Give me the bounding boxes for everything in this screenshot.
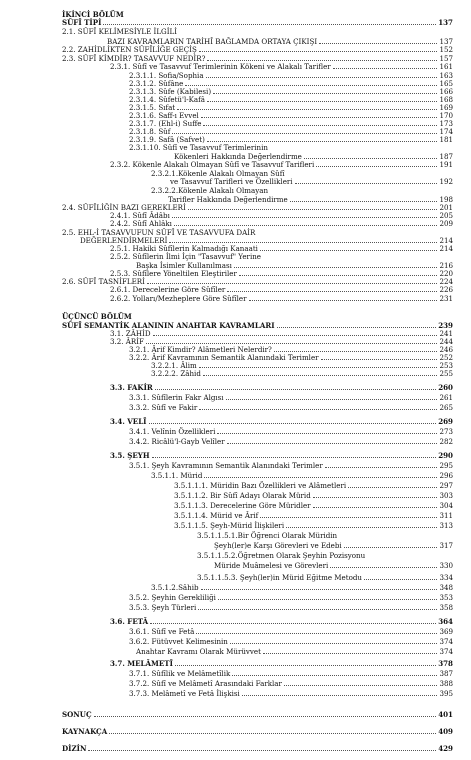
dot-leader [344, 547, 437, 548]
toc-entry-title: 2.3.1.4. Sûfetü'l-Kafâ [129, 95, 205, 104]
page-number: 387 [439, 669, 453, 678]
toc-entry [129, 689, 453, 698]
toc-entry [129, 669, 453, 678]
toc-entry-title: 3.5.1.1.4. Mürid ve Ârif [174, 511, 259, 520]
toc-entry [174, 481, 453, 490]
dot-leader [177, 109, 437, 110]
toc-entry-title: 2.3.2.1.Kökenle Alakalı Olmayan Sûfî [151, 169, 285, 178]
dot-leader [147, 283, 437, 284]
page-number: 214 [439, 244, 453, 253]
dot-leader [150, 623, 436, 624]
page-number: 296 [439, 471, 453, 480]
dot-leader [226, 399, 437, 400]
toc-entry-title: 2.1. SÛFÎ KELİMESİYLE İLGİLİ [62, 27, 178, 36]
toc-entry-title: 3.5.1.1.5.3. Şeyh(ler)in Mürid Eğitme Metodu [197, 573, 362, 582]
page-number: 374 [439, 647, 453, 656]
toc-entry [151, 583, 453, 592]
dot-leader [333, 68, 437, 69]
dot-leader [155, 389, 436, 390]
dot-leader [207, 141, 437, 142]
page-number: 224 [439, 277, 453, 286]
page-number: 409 [438, 727, 453, 736]
page-number: 265 [439, 403, 453, 412]
toc-entry-title: İKİNCİ BÖLÜM [62, 10, 124, 19]
dot-leader [313, 497, 437, 498]
toc-entry-title: 2.3.2.2.Kökenle Alakalı Olmayan [151, 186, 269, 195]
dot-leader [201, 589, 437, 590]
page-number: 163 [439, 71, 453, 80]
toc-entry-title: 2.3.1.1. Sofia/Sophia [129, 71, 204, 80]
toc-entry [170, 177, 453, 186]
page-number: 166 [439, 87, 453, 96]
page-number: 205 [439, 211, 453, 220]
toc-entry-title: 3.5.2. Şeyhin Gerekliliği [129, 593, 216, 602]
dot-leader [203, 125, 437, 126]
toc-entry [129, 393, 453, 402]
toc-entry [214, 541, 453, 550]
toc-entry-title: KAYNAKÇA [62, 727, 108, 736]
page-number: 246 [439, 345, 453, 354]
toc-entry [110, 659, 453, 668]
toc-entry-title: 3.5.1. Şeyh Kavramının Semantik Alanındaki Terimler [129, 461, 323, 470]
toc-entry-title: SONUÇ [62, 710, 92, 719]
page-number: 173 [439, 119, 453, 128]
toc-entry [110, 219, 453, 228]
toc-entry-title: Tarifler Hakkında Değerlendirme [168, 195, 288, 204]
page-number: 209 [439, 219, 453, 228]
toc-entry [129, 143, 268, 152]
dot-leader [330, 567, 437, 568]
toc-entry-title: 2.3.1.5. Sıfat [129, 103, 176, 112]
toc-entry-title: 2.3.1.3. Sûfe (Kabilesi) [129, 87, 212, 96]
dot-leader [242, 695, 437, 696]
dot-leader [295, 183, 437, 184]
toc-entry-title: 3.3. FAKİR [110, 383, 153, 392]
toc-entry [129, 679, 453, 688]
toc-entry [62, 727, 453, 736]
toc-entry-title: 3.5.1.1.2. Bir Sûfî Adayı Olarak Mürid [174, 491, 311, 500]
dot-leader [325, 467, 437, 468]
toc-entry-title: 3.2. ÂRİF [110, 337, 144, 346]
page-number: 192 [439, 177, 453, 186]
toc-entry-title: 2.3.1.9. Safâ (Safvet) [129, 135, 205, 144]
toc-entry-title: 2.4.2. Sûfî Ahlâkı [110, 219, 172, 228]
page-number: 181 [439, 135, 453, 144]
page-number: 253 [439, 361, 453, 370]
toc-entry [174, 501, 453, 510]
page-number: 429 [438, 744, 453, 753]
toc-entry-title: 2.6. SÛFÎ TASNİFLERİ [62, 277, 145, 286]
toc-entry [129, 403, 453, 412]
toc-entry [174, 521, 453, 530]
page-number: 216 [439, 261, 453, 270]
dot-leader [260, 517, 437, 518]
page-number: 157 [439, 54, 453, 63]
page-number: 369 [439, 627, 453, 636]
dot-leader [284, 685, 437, 686]
toc-entry-title: 3.5.1.1.5.2.Öğretmen Olarak Şeyhin Pozisyonu [197, 551, 366, 560]
page-number: 269 [438, 417, 453, 426]
dot-leader [207, 60, 437, 61]
dot-leader [249, 300, 438, 301]
dot-leader [274, 351, 437, 352]
dot-leader [234, 267, 437, 268]
toc-entry-title: 3.6. FETÂ [110, 617, 149, 626]
page-number: 226 [439, 285, 453, 294]
toc-entry [110, 417, 453, 426]
toc-entry-title: 2.2. ZAHİDLİKTEN SÛFÎLİĞE GEÇİŞ [62, 45, 197, 54]
dot-leader [153, 335, 437, 336]
toc-entry-title: 3.7.1. Sûfîlik ve Melâmetîlik [129, 669, 231, 678]
dot-leader [319, 43, 437, 44]
page-number: 334 [439, 573, 453, 582]
dot-leader [316, 166, 437, 167]
toc-entry-title: 3.7. MELÂMETÎ [110, 659, 173, 668]
toc-entry [214, 561, 453, 570]
toc-entry [62, 45, 453, 54]
toc-entry-title: 3.5.1.2.Sâhib [151, 583, 199, 592]
page-number: 260 [438, 383, 453, 392]
dot-leader [146, 343, 437, 344]
toc-entry-title: SÛFÎ SEMANTİK ALANININ ANAHTAR KAVRAMLARI [62, 321, 275, 330]
page-number: 201 [439, 203, 453, 212]
toc-entry-title: 2.5.3. Sûfîlere Yöneltilen Eleştiriler [110, 269, 237, 278]
page-number: 395 [439, 689, 453, 698]
toc-entry-title: 2.3.1.10. Sûfî ve Tasavvuf Terimlerinin [129, 143, 268, 152]
dot-leader [217, 433, 437, 434]
dot-leader [149, 423, 437, 424]
dot-leader [172, 133, 437, 134]
dot-leader [227, 291, 437, 292]
page-number: 187 [439, 152, 453, 161]
toc-entry-title: 3.5.1.1.5.1.Bir Öğrenci Olarak Müridin [197, 531, 338, 540]
dot-leader [172, 217, 437, 218]
toc-entry [110, 451, 453, 460]
toc-entry-title: 2.3.1.7. (Ehl-i) Suffe [129, 119, 202, 128]
toc-entry [110, 160, 453, 169]
toc-entry-title: 2.6.2. Yolları/Mezheplere Göre Sûfîler [110, 294, 247, 303]
page-number: 174 [439, 127, 453, 136]
page-number: 231 [439, 294, 453, 303]
toc-entry-title: Anahtar Kavramı Olarak Mürüvvet [136, 647, 261, 656]
page-number: 348 [439, 583, 453, 592]
dot-leader [199, 409, 437, 410]
toc-entry-title: 3.5. ŞEYH [110, 451, 150, 460]
page-number: 255 [439, 369, 453, 378]
toc-entry-title: Müride Muâmelesi ve Görevleri [214, 561, 329, 570]
toc-entry-title: DİZİN [62, 744, 87, 753]
dot-leader [260, 250, 437, 251]
dot-leader [188, 209, 437, 210]
page-number: 295 [439, 461, 453, 470]
page-number: 364 [438, 617, 453, 626]
toc-entry-title: 3.4.1. Velînin Özellikleri [129, 427, 216, 436]
toc-entry-title: 2.6.1. Derecelerine Göre Sûfîler [110, 285, 226, 294]
toc-entry [62, 710, 453, 719]
dot-leader [175, 665, 436, 666]
toc-entry-title: 3.6.1. Sûfî ve Fetâ [129, 627, 195, 636]
toc-entry [151, 471, 453, 480]
dot-leader [203, 375, 437, 376]
toc-entry [62, 18, 453, 27]
toc-entry-title: SÛFÎ TİPİ [62, 18, 102, 27]
toc-entry-title: 3.2.1. Ârif Kimdir? Alâmetleri Nelerdir? [129, 345, 272, 354]
dot-leader [198, 609, 437, 610]
page-number: 220 [439, 269, 453, 278]
toc-entry [129, 461, 453, 470]
page-number: 317 [439, 541, 453, 550]
dot-leader [174, 225, 437, 226]
dot-leader [109, 733, 436, 734]
toc-entry-title: 2.4.1. Sûfî Âdâbı [110, 211, 170, 220]
toc-entry [174, 491, 453, 500]
toc-entry-title: 2.5.1. Hakiki Sûfîlerin Kalmadığı Kanaati [110, 244, 258, 253]
toc-entry-title: 2.3.1.6. Saff-ı Evvel [129, 111, 199, 120]
toc-entry [110, 383, 453, 392]
toc-entry [197, 551, 365, 560]
dot-leader [364, 579, 437, 580]
dot-leader [290, 201, 437, 202]
page-number: 374 [439, 637, 453, 646]
dot-leader [199, 51, 437, 52]
toc-entry-title: 2.5.2. Sûfîlerin İlmi İçin "Tasavvuf" Yerine [110, 252, 261, 261]
page-number: 273 [439, 427, 453, 436]
page-number: 137 [438, 18, 453, 27]
toc-entry-title: 3.5.1.1. Mürid [151, 471, 203, 480]
toc-entry [136, 647, 453, 656]
dot-leader [239, 275, 437, 276]
toc-entry-title: BAZI KAVRAMLARIN TARİHÎ BAĞLAMDA ORTAYA ÇIKIŞI [107, 37, 318, 46]
toc-entry [129, 437, 453, 446]
page-number: 290 [438, 451, 453, 460]
page-number: 161 [439, 62, 453, 71]
dot-leader [94, 716, 437, 717]
toc-entry-title: 3.2.2.2. Zâhid [151, 369, 201, 378]
toc-entry [110, 617, 453, 626]
toc-entry-title: 3.4.2. Ricâlü'l-Gayb Velîler [129, 437, 225, 446]
toc-entry-title: 3.7.2. Sûfî ve Melâmetî Arasındaki Farklar [129, 679, 282, 688]
page-number: 137 [439, 37, 453, 46]
dot-leader [286, 527, 437, 528]
toc-entry-title: Başka İsimler Kullanılması [136, 261, 232, 270]
dot-leader [321, 359, 437, 360]
dot-leader [213, 93, 437, 94]
page-number: 170 [439, 111, 453, 120]
toc-entry [110, 294, 453, 303]
toc-entry [110, 252, 261, 261]
toc-entry-title: ÜÇÜNCÜ BÖLÜM [62, 312, 132, 321]
toc-entry-title: 3.5.1.1.1. Müridin Bazı Özellikleri ve Alâmetleri [174, 481, 347, 490]
page-number: 304 [439, 501, 453, 510]
dot-leader [227, 443, 437, 444]
toc-entry-title: 3.5.1.1.5. Şeyh-Mürid İlişkileri [174, 521, 285, 530]
toc-entry-title: 3.3.2. Sûfî ve Fakir [129, 403, 198, 412]
page-number: 378 [438, 659, 453, 668]
toc-entry-title: 3.5.1.1.3. Derecelerine Göre Müridler [174, 501, 311, 510]
dot-leader [88, 750, 436, 751]
page-number: 198 [439, 195, 453, 204]
toc-entry-title: 3.7.3. Melâmetî ve Fetâ İlişkisi [129, 689, 240, 698]
toc-entry [129, 637, 453, 646]
toc-entry-title: 3.3.1. Sûfîlerin Fakr Algısı [129, 393, 224, 402]
dot-leader [199, 367, 437, 368]
page-number: 191 [439, 160, 453, 169]
page-number: 214 [439, 236, 453, 245]
page-number: 152 [439, 45, 453, 54]
dot-leader [152, 457, 437, 458]
dot-leader [313, 507, 437, 508]
toc-entry [129, 593, 453, 602]
dot-leader [218, 599, 437, 600]
dot-leader [230, 643, 437, 644]
page-number: 165 [439, 79, 453, 88]
dot-leader [204, 477, 437, 478]
toc-entry [62, 27, 177, 36]
toc-entry-title: 2.3.1. Sûfî ve Tasavvuf Terimlerinin Kökeni ve Alakalı Tarifler [110, 62, 331, 71]
dot-leader [263, 653, 437, 654]
page-number: 261 [439, 393, 453, 402]
toc-entry-title: 2.3.2. Kökenle Alakalı Olmayan Sûfî ve Tasavvuf Tarifleri [110, 160, 315, 169]
page-number: 297 [439, 481, 453, 490]
page-number: 358 [439, 603, 453, 612]
toc-entry [129, 627, 453, 636]
toc-entry [151, 369, 453, 378]
toc-entry-title: 2.3.1.8. Sûf [129, 127, 171, 136]
toc-entry-title: 2.4. SÛFÎLİĞİN BAZI GEREKLERİ [62, 203, 186, 212]
dot-leader [196, 633, 437, 634]
toc-entry-title: 3.5.3. Şeyh Türleri [129, 603, 197, 612]
toc-entry-title: 3.2.2.1. Âlim [151, 361, 197, 370]
toc-entry [151, 186, 268, 195]
page-number: 330 [439, 561, 453, 570]
page-number: 244 [439, 337, 453, 346]
page-number: 252 [439, 353, 453, 362]
page-number: 303 [439, 491, 453, 500]
page-number: 388 [439, 679, 453, 688]
toc-entry-title: 2.3.1.2. Sûfâne [129, 79, 184, 88]
dot-leader [207, 101, 437, 102]
page-number: 311 [439, 511, 453, 520]
toc-entry [129, 603, 453, 612]
toc-entry-title: 2.5. EHL-İ TASAVVUFUN SÛFÎ VE TASAVVUFA DAİR [62, 228, 256, 237]
dot-leader [232, 675, 437, 676]
page-number: 239 [438, 321, 453, 330]
toc-entry [174, 511, 453, 520]
page-number: 401 [438, 710, 453, 719]
toc-entry-title: 3.6.2. Fütüvvet Kelimesinin [129, 637, 228, 646]
dot-leader [348, 487, 437, 488]
page-number: 168 [439, 95, 453, 104]
page-number: 241 [439, 329, 453, 338]
dot-leader [201, 117, 437, 118]
toc-entry-title: DEĞERLENDİRMELERİ [80, 236, 168, 245]
page-number: 282 [439, 437, 453, 446]
page-number: 353 [439, 593, 453, 602]
toc-entry-title: Şeyh(ler)e Karşı Görevleri ve Edebi [214, 541, 342, 550]
dot-leader [304, 158, 437, 159]
page-number: 313 [439, 521, 453, 530]
dot-leader [169, 242, 437, 243]
dot-leader [185, 85, 437, 86]
toc-entry [110, 285, 453, 294]
toc-entry-title: 2.3. SÛFÎ KİMDİR? TASAVVUF NEDİR? [62, 54, 206, 63]
page-number: 169 [439, 103, 453, 112]
toc-entry [197, 573, 453, 582]
toc-entry-title: Kökenleri Hakkında Değerlendirme [174, 152, 302, 161]
toc-entry [110, 62, 453, 71]
toc-entry [197, 531, 337, 540]
toc-entry [62, 744, 453, 753]
dot-leader [206, 77, 437, 78]
toc-entry-title: 3.1. ZÂHİD [110, 329, 151, 338]
toc-entry [62, 312, 132, 321]
toc-entry-title: ve Tasavvuf Tarifleri ve Özellikleri [170, 177, 293, 186]
dot-leader [277, 327, 437, 328]
dot-leader [103, 24, 436, 25]
toc-entry-title: 3.2.2. Ârif Kavramının Semantik Alanındaki Terimler [129, 353, 319, 362]
toc-entry-title: 3.4. VELÎ [110, 417, 147, 426]
toc-entry [129, 427, 453, 436]
